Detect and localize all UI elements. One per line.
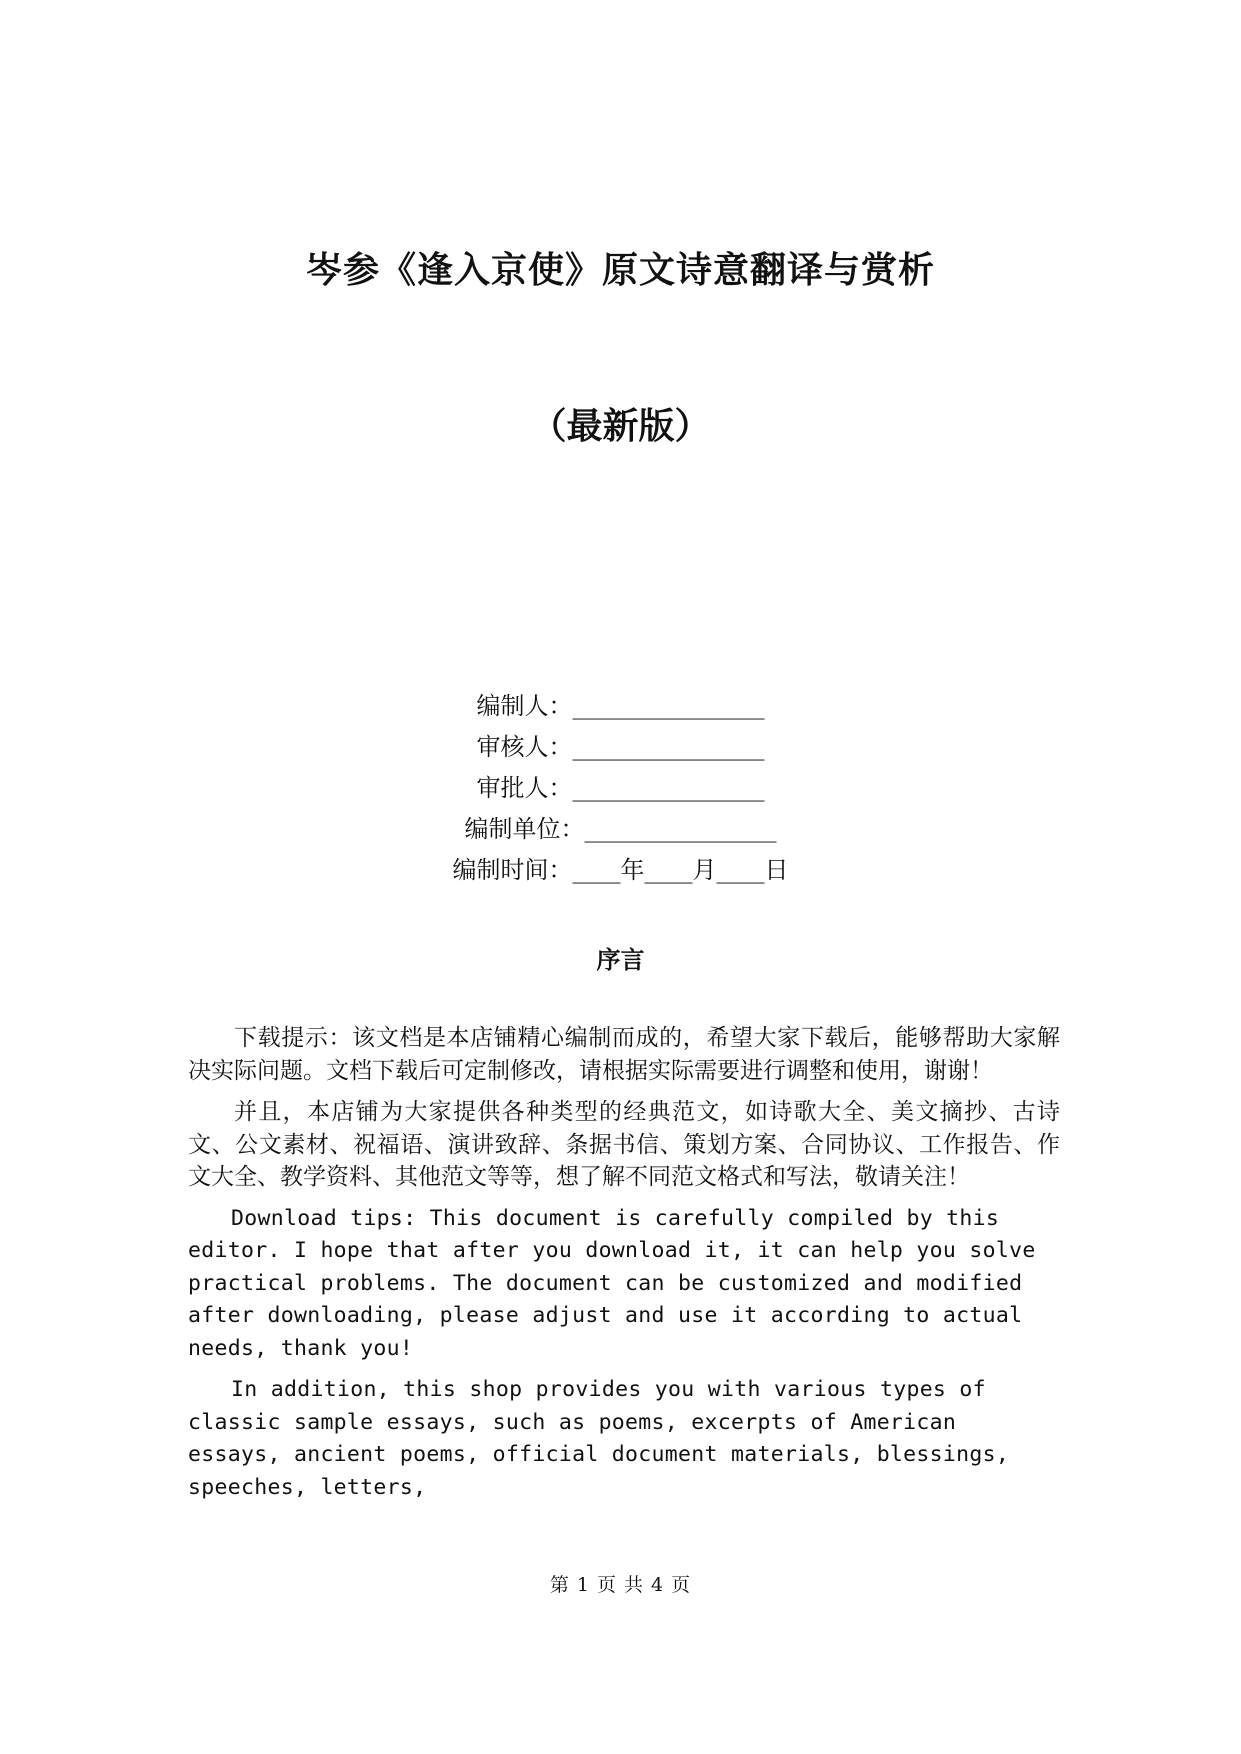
page-footer: 第 1 页 共 4 页 [549, 1574, 692, 1596]
paragraph-cn-2: 并且，本店铺为大家提供各种类型的经典范文，如诗歌大全、美文摘抄、古诗文、公文素材、祝福语、演讲致辞、条据书信、策划方案、合同协议、工作报告、作文大全、教学资料、其他范文等等，想了解不同范文格式和写法，敬请关注！ [188, 1099, 1060, 1190]
field-compiler: 编制人：________________ [476, 692, 765, 720]
field-unit: 编制单位：________________ [464, 815, 777, 843]
field-approver: 审批人：________________ [476, 774, 765, 802]
paragraph-cn-1: 下载提示：该文档是本店铺精心编制而成的，希望大家下载后，能够帮助大家解决实际问题。文档下载后可定制修改，请根据实际需要进行调整和使用，谢谢！ [188, 1025, 1060, 1084]
field-reviewer: 审核人：________________ [476, 733, 765, 761]
paragraph-en-1: Download tips: This document is carefully compiled by this editor. I hope that after you download it, it can help you solve practical problems. The document can be customized and modified after downloading, please adjust and use it according to actual needs, thank you! [188, 1205, 1036, 1361]
paragraph-en-2: In addition, this shop provides you with various types of classic sample essays, such as poems, excerpts of American essays, ancient poems, official document materials, blessings, speeches, letters, [188, 1377, 1010, 1500]
document-title: 岑参《逢入京使》原文诗意翻译与赏析 [305, 250, 935, 291]
document-subtitle: （最新版） [530, 406, 711, 447]
preface-body [188, 1022, 1060, 1513]
preface-heading: 序言 [596, 946, 645, 974]
field-date: 编制时间：____年____月____日 [452, 856, 789, 884]
signature-fields [0, 686, 1241, 891]
